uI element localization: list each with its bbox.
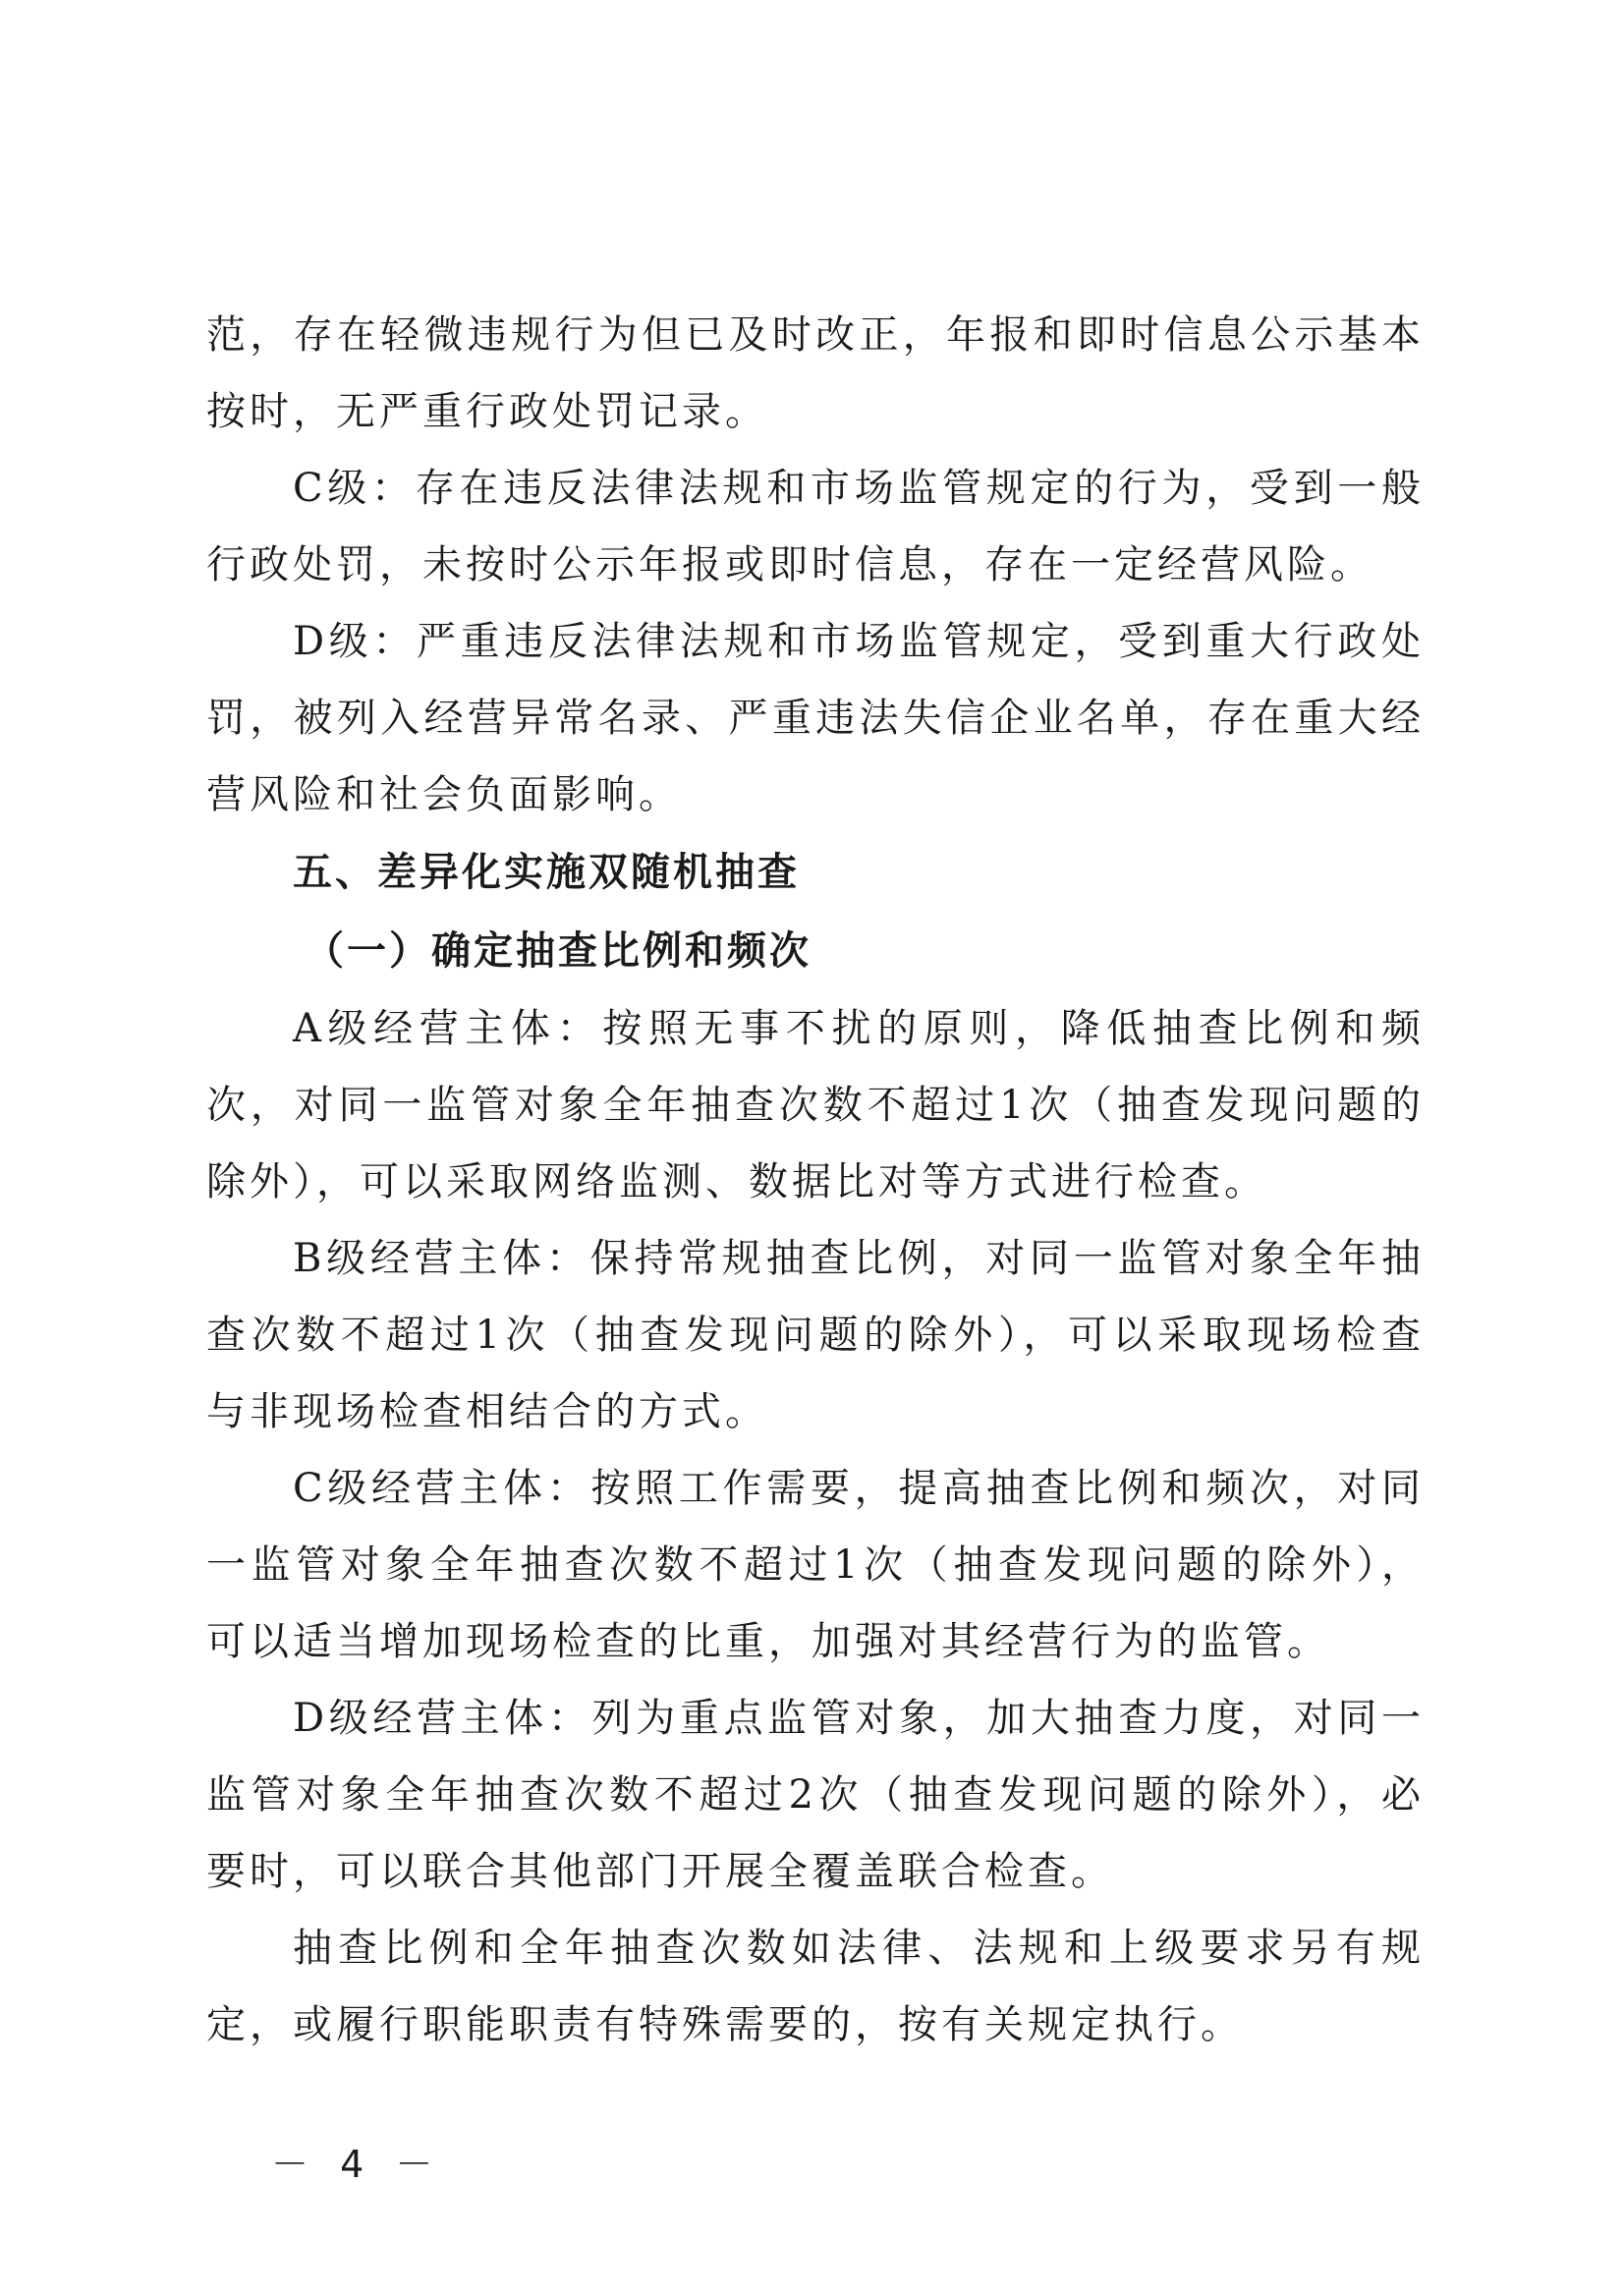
paragraph-entity-d: D级经营主体：列为重点监管对象，加大抽查力度，对同一监管对象全年抽查次数不超过2次（抽查发现问题的除外），必要时，可以联合其他部门开展全覆盖联合检查。 [206,1696,1425,1894]
document-body [206,297,1425,2063]
page-number: － 4 － [271,2143,443,2186]
section-heading: 五、差异化实施双随机抽查 [293,850,800,895]
paragraph-grade-c: C级：存在违反法律法规和市场监管规定的行为，受到一般行政处罚，未按时公示年报或即时信息，存在一定经营风险。 [206,466,1425,588]
sub-heading: （一）确定抽查比例和频次 [305,927,812,974]
paragraph-entity-a: A级经营主体：按照无事不扰的原则，降低抽查比例和频次，对同一监管对象全年抽查次数不超过1次（抽查发现问题的除外），可以采取网络监测、数据比对等方式进行检查。 [206,1006,1425,1204]
paragraph-entity-b: B级经营主体：保持常规抽查比例，对同一监管对象全年抽查次数不超过1次（抽查发现问题的除外），可以采取现场检查与非现场检查相结合的方式。 [206,1236,1425,1434]
paragraph-grade-d: D级：严重违反法律法规和市场监管规定，受到重大行政处罚，被列入经营异常名录、严重违法失信企业名单，存在重大经营风险和社会负面影响。 [206,619,1425,817]
paragraph-closing: 抽查比例和全年抽查次数如法律、法规和上级要求另有规定，或履行职能职责有特殊需要的，按有关规定执行。 [206,1926,1425,2047]
paragraph-continuation: 范，存在轻微违规行为但已及时改正，年报和即时信息公示基本按时，无严重行政处罚记录。 [206,312,1425,434]
paragraph-entity-c: C级经营主体：按照工作需要，提高抽查比例和频次，对同一监管对象全年抽查次数不超过1次（抽查发现问题的除外），可以适当增加现场检查的比重，加强对其经营行为的监管。 [206,1466,1425,1664]
